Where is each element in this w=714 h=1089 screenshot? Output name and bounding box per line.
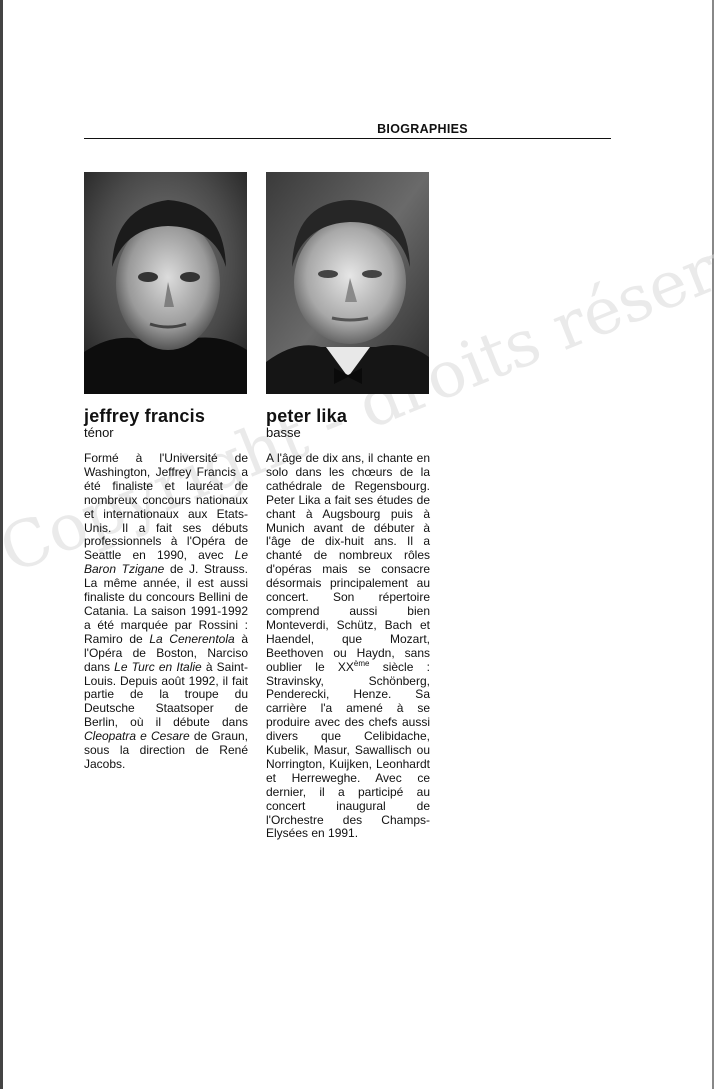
bio-text: de J. Strauss. La même année, il est aussi finaliste du concours Bellini de Catania. La saison 1991-1992 a été marquée par Rossini : Ramiro de (84, 562, 248, 646)
bio-column-jeffrey-francis (84, 406, 248, 772)
watermark-text: Copyright - droits réservés (0, 193, 714, 589)
artist-biography (84, 452, 248, 772)
opera-title: Cleopatra e Cesare (84, 729, 190, 744)
opera-title: La Cenerentola (149, 631, 235, 646)
bio-text: A l'âge de dix ans, il chante en solo dans les chœurs de la cathédrale de Regensbourg. Peter Lika a fait ses études de chant à Augsbourg puis à Munich avant de débuter à l'âge de dix-huit ans. Il a chanté de nombreux rôles d'opéras mais se consacre désormais principalement au concert. Son répertoire comprend aussi bien Monteverdi, Schütz, Bach et Haendel, que Mozart, Beethoven ou Haydn, sans oublier le XX (266, 451, 430, 674)
bio-column-peter-lika (266, 406, 430, 841)
portrait-jeffrey-francis-image (84, 172, 247, 394)
bio-text: de Graun, sous la direction de René Jacobs. (84, 729, 249, 771)
bio-text: Formé à l'Université de Washington, Jeffrey Francis a été finaliste et lauréat de nombreux concours nationaux et internationaux aux Etats-Unis. Il a fait ses débuts professionnels à l'Opéra de Seattle en 1990, avec (84, 451, 248, 563)
portrait-peter-lika-image (266, 172, 429, 394)
page-edge-left (0, 0, 3, 1089)
artist-name: jeffrey francis (84, 406, 206, 426)
portrait-peter-lika (266, 172, 429, 394)
artist-role: ténor (84, 425, 114, 440)
opera-title: Le Baron Tzigane (84, 548, 248, 577)
page-title: BIOGRAPHIES (377, 122, 468, 136)
ordinal-superscript: ème (353, 658, 370, 668)
bio-text: à Saint-Louis. Depuis août 1992, il fait partie de la troupe du Deutsche Staatsoper de Berlin, où il débute dans (84, 659, 248, 730)
portrait-jeffrey-francis (84, 172, 247, 394)
bio-text: siècle : Stravinsky, Schönberg, Penderecki, Henze. Sa carrière l'a amené à se produire avec des chefs aussi divers que Celibidache, Kubelik, Masur, Sawallisch ou Norrington, Kuijken, Leonhardt et Herreweghe. Avec ce dernier, il a participé au concert inaugural de l'Orchestre des Champs-Elysées en 1991. (266, 659, 430, 841)
artist-role: basse (266, 425, 301, 440)
section-header (84, 120, 611, 138)
artist-name: peter lika (266, 406, 348, 426)
opera-title: Le Turc en Italie (114, 659, 202, 674)
header-rule (84, 138, 611, 139)
bio-text: à l'Opéra de Boston, Narciso dans (84, 631, 249, 674)
artist-biography (266, 452, 430, 841)
